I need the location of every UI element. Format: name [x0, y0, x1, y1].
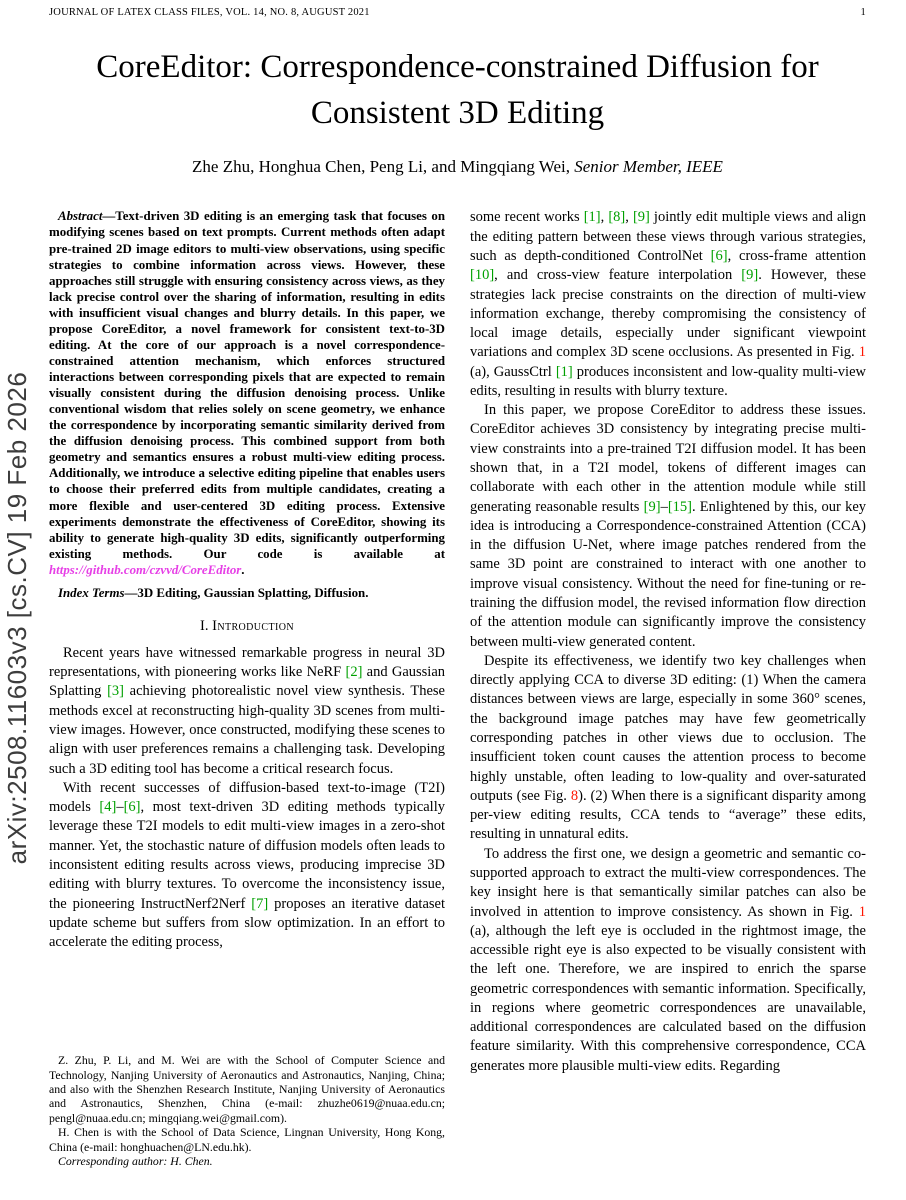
- text-run: Despite its effectiveness, we identify two key challenges when directly applying CCA to diverse 3D editing: (1) When the camera distances between views are large, especially in some 360° scenes, the background image patches may have few geometrically corresponding patches in other views due to occlusion. The insufficient token count causes the attention process to become highly unstable, often leading to low-quality and over-saturated outputs (see Fig.: [470, 652, 866, 804]
- figure-ref[interactable]: 1: [858, 903, 866, 920]
- footnote-corresponding-author: Corresponding author: H. Chen.: [58, 1153, 213, 1168]
- figure-ref[interactable]: 1: [858, 344, 866, 361]
- paper-title: CoreEditor: Correspondence-constrained Diffusion for Consistent 3D Editing: [96, 49, 819, 132]
- left-column: [49, 208, 445, 1168]
- text-run: With recent successes of diffusion-based text-to-image (T2I) models: [49, 779, 445, 816]
- citation-ref[interactable]: [10]: [470, 267, 495, 284]
- text-run: –: [116, 799, 124, 816]
- text-run: , and cross-view feature interpolation: [494, 267, 742, 284]
- text-run: and Gaussian Splatting: [49, 664, 446, 700]
- text-run: . However, these strategies lack precise constraints on the direction of multi-view information exchange, thereby compromising the consistency of local image details, especially under significant viewpoint variations and complex 3D scene occlusions. As presented in Fig.: [470, 267, 866, 361]
- text-run: –: [660, 498, 668, 515]
- code-repository-link[interactable]: https://github.com/czvvd/CoreEditor: [49, 562, 242, 577]
- citation-ref[interactable]: [9]: [741, 267, 759, 284]
- arxiv-watermark: arXiv:2508.11603v3 [cs.CV] 19 Feb 2026: [2, 371, 32, 865]
- citation-ref[interactable]: [8]: [608, 209, 626, 226]
- text-run: ,: [600, 209, 609, 226]
- citation-ref[interactable]: [2]: [345, 664, 363, 681]
- figure-ref[interactable]: 8: [570, 787, 579, 804]
- text-run: some recent works: [470, 209, 584, 226]
- author-membership: Senior Member, IEEE: [574, 157, 723, 177]
- abstract-label: Abstract: [58, 209, 103, 224]
- text-run: .: [241, 562, 245, 577]
- citation-ref[interactable]: [9]: [632, 209, 650, 226]
- right-paragraph-4: [470, 845, 866, 1076]
- index-terms-label: Index Terms: [58, 585, 125, 600]
- text-run: jointly edit multiple views and align the editing pattern between these views through various strategies, such as depth-conditioned ControlNet: [470, 209, 866, 264]
- text-run: produces inconsistent and low-quality multi-view edits, resulting in results with blurry texture.: [470, 363, 866, 399]
- citation-ref[interactable]: [15]: [667, 498, 692, 515]
- text-run: Zhe Zhu, Honghua Chen, Peng Li, and Mingqiang Wei,: [192, 157, 575, 177]
- right-paragraph-2: [470, 401, 866, 652]
- right-column: [470, 208, 866, 1168]
- intro-paragraph-1: [49, 644, 445, 779]
- page-number: 1: [860, 7, 866, 18]
- text-run: , most text-driven 3D editing methods typically leverage these T2I models to edit multi-view images in a zero-shot manner. Yet, the stochastic nature of diffusion models often leads to inconsistent editing results across views, producing imprecise 3D editing with blurry textures. To overcome the inconsistency issue, the pioneering InstructNerf2Nerf: [49, 799, 445, 912]
- citation-ref[interactable]: [6]: [710, 247, 728, 264]
- citation-ref[interactable]: [1]: [555, 363, 573, 380]
- section-title: Introduction: [212, 617, 294, 634]
- text-run: , cross-frame attention: [727, 247, 866, 264]
- text-run: —3D Editing, Gaussian Splatting, Diffusion.: [124, 585, 369, 600]
- text-run: (a), although the left eye is occluded in the rightmost image, the accessible right eye is also expected to be visually consistent with the left one. Therefore, we are inspired to enrich the sparse geometric correspondences with semantic information. Specifically, in regions where geometric correspondences are unavailable, additional correspondences are calculated based on the diffusion feature similarity. With this comprehensive correspondence, CCA generates more plausible multi-view edits. Regarding: [470, 922, 866, 1074]
- citation-ref[interactable]: [1]: [583, 209, 601, 226]
- paper-content: [49, 44, 866, 1168]
- footnote-affiliation-chen: H. Chen is with the School of Data Science, Lingnan University, Hong Kong, China (e-mail: honghuachen@LN.edu.hk).: [49, 1125, 445, 1154]
- text-run: ,: [625, 209, 633, 226]
- text-run: (a), GaussCtrl: [470, 363, 556, 380]
- right-paragraph-3: [470, 652, 866, 845]
- citation-ref[interactable]: [3]: [107, 683, 124, 700]
- intro-paragraph-2: [49, 779, 445, 953]
- two-column-layout: [49, 208, 866, 1168]
- citation-ref[interactable]: [4]: [99, 799, 117, 816]
- right-paragraph-1: [470, 208, 866, 401]
- text-run: —Text-driven 3D editing is an emerging task that focuses on modifying scenes based on text prompts. Current methods often adapt pre-trained 2D image editors to multi-view observations, using specific strategies to combine information across views. However, these approaches still struggle with ensuring consistency across views, as they lack precise control over the sharing of information, resulting in edits with insufficient visual changes and blurry details. In this paper, we propose CoreEditor, a novel framework for consistent text-to-3D editing. At the core of our approach is a novel correspondence-constrained attention mechanism, which enforces structured interactions between corresponding pixels that are expected to remain visually consistent during the diffusion denoising process. Unlike conventional wisdom that relies solely on scene geometry, we enhance the correspondence by incorporating semantic similarity derived from the diffusion denoising process. This combined support from both geometry and semantics ensures a robust multi-view editing process. Additionally, we introduce a selective editing pipeline that enables users to choose their preferred edits from multiple candidates, creating a more flexible and user-centered 3D editing process. Extensive experiments demonstrate the effectiveness of CoreEditor, showing its ability to generate high-quality 3D edits, significantly outperforming existing methods. Our code is available at: [49, 209, 445, 561]
- text-run: To address the first one, we design a geometric and semantic co-supported approach to extract the multi-view correspondences. The key insight here is that semantically similar patches can also be involved in attention to improve consistency. As shown in Fig.: [470, 845, 866, 920]
- index-terms: [49, 585, 445, 601]
- citation-ref[interactable]: [7]: [251, 895, 269, 912]
- author-line: [49, 157, 866, 177]
- section-number: I.: [200, 617, 209, 634]
- running-header: [49, 7, 866, 18]
- citation-ref[interactable]: [9]: [643, 498, 661, 515]
- text-run: proposes an iterative dataset update scheme but suffers from slow optimization. In an effort to accelerate the editing process,: [49, 895, 445, 951]
- text-run: . Enlightened by this, our key idea is introducing a Correspondence-constrained Attention (CCA) in the diffusion U-Net, where image patches rendered from the same 3D point are constrained to interact with one another to improve visual consistency. Without the need for fine-tuning or re-training the diffusion model, the revised information flow direction of the attention module can significantly improve the consistency between multi-view generated content.: [470, 498, 866, 650]
- journal-title: JOURNAL OF LATEX CLASS FILES, VOL. 14, NO. 8, AUGUST 2021: [49, 7, 370, 18]
- section-heading-introduction: [49, 618, 445, 635]
- text-run: Recent years have witnessed remarkable progress in neural 3D representations, with pioneering works like NeRF: [49, 644, 445, 681]
- text-run: In this paper, we propose CoreEditor to address these issues. CoreEditor achieves 3D consistency by integrating precise multi-view constraints into a pre-trained T2I diffusion model. It has been shown that, in a T2I model, tokens of different images can collaborate with each other in the attention module while still generating reasonable results: [470, 402, 866, 515]
- citation-ref[interactable]: [6]: [123, 799, 141, 816]
- author-footnote: [49, 1053, 445, 1168]
- abstract-paragraph: [49, 208, 445, 577]
- footnote-affiliations: Z. Zhu, P. Li, and M. Wei are with the School of Computer Science and Technology, Nanjing University of Aeronautics and Astronautics, Nanjing, China; and also with the Shenzhen Research Institute, Nanjing University of Aeronautics and Astronautics, Shenzhen, China (e-mail: zhuzhe0619@nuaa.edu.cn; pengl@nuaa.edu.cn; mingqiang.wei@gmail.com).: [49, 1053, 445, 1125]
- text-run: achieving photorealistic novel view synthesis. These methods excel at reconstructing high-quality 3D scenes from multi-view images. However, once constructed, modifying these scenes to align with user preferences remains a challenging task. Developing such a 3D editing tool has become a critical research focus.: [49, 683, 445, 777]
- text-run: ). (2) When there is a significant disparity among per-view editing results, CCA tends to “average” these edits, resulting in unnatural edits.: [470, 787, 866, 843]
